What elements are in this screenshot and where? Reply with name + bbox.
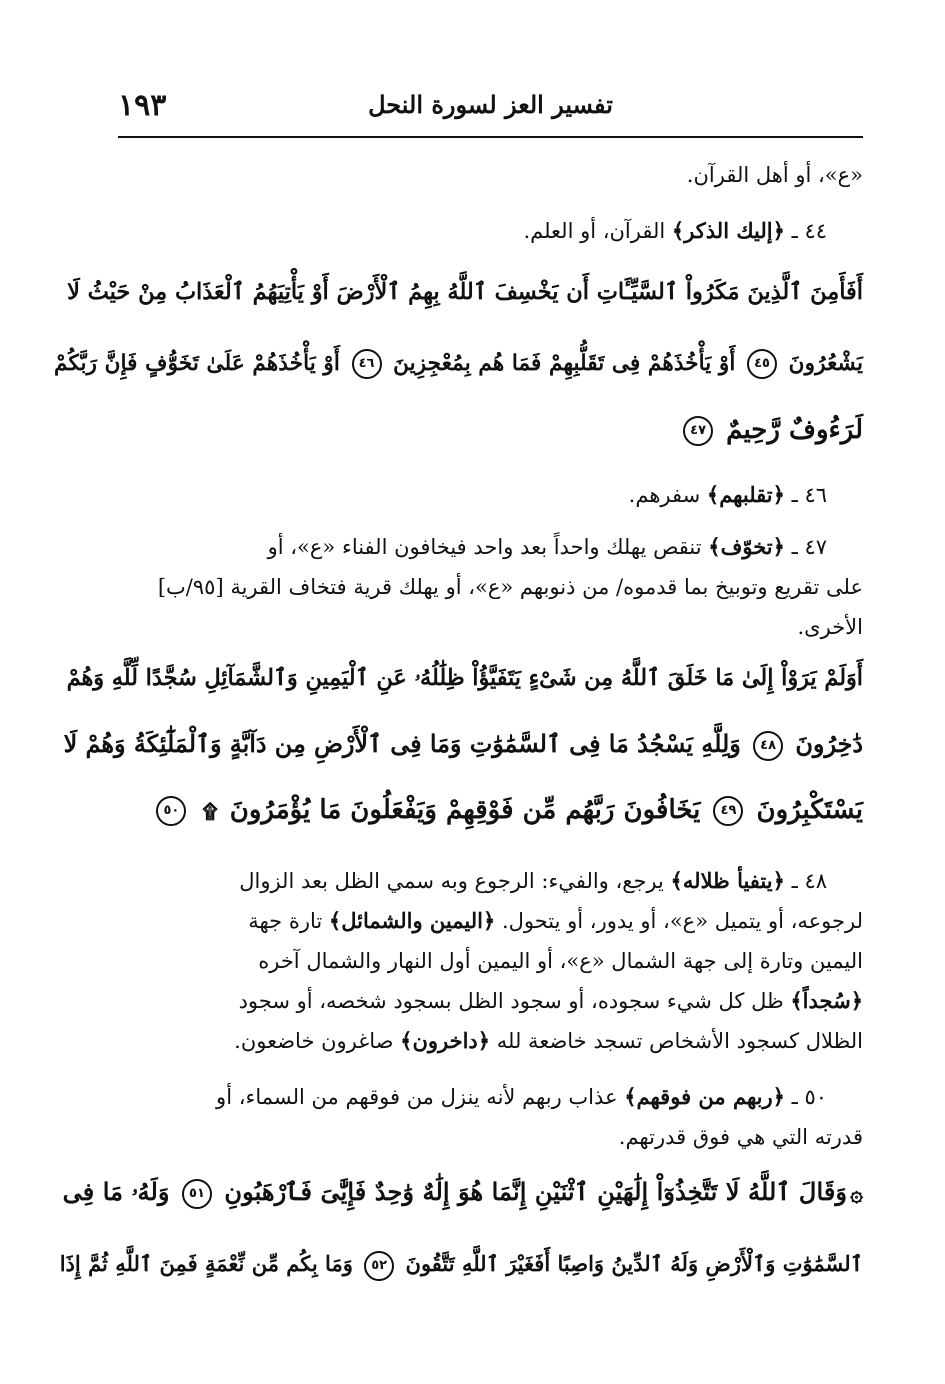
verse-line xyxy=(152,788,863,833)
sajda-mark-icon: ۩ xyxy=(202,799,218,823)
verse-line: أَوَلَمْ يَرَوْاْ إِلَىٰ مَا خَلَقَ ٱللَّهُ مِن شَىْءٍ يَتَفَيَّؤُاْ ظِلَٰلُهُۥ عَنِ ٱلْيَمِينِ وَٱلشَّمَآئِلِ سُجَّدًا لِّلَّهِ وَهُمْ xyxy=(66,665,863,691)
header-rule xyxy=(118,136,863,138)
entry-number: ٥٠ ـ xyxy=(791,1085,827,1109)
quoted-phrase: ﴿ربهم من فوقهم﴾ xyxy=(624,1084,785,1109)
commentary-entry-50 xyxy=(216,1082,827,1112)
verse-number-marker: ٤٨ xyxy=(753,731,783,761)
verse-line xyxy=(60,1242,863,1286)
commentary-text: سفرهم. xyxy=(628,483,707,507)
commentary-line xyxy=(248,906,863,936)
verse-text: وَقَالَ ٱللَّهُ لَا تَتَّخِذُوٓاْ إِلَٰهَيْنِ ٱثْنَيْنِ إِنَّمَا هُوَ إِلَٰهٌ وَٰحِدٌ فَإِيَّٰىَ فَٱرْهَبُونِ xyxy=(224,1177,848,1206)
verse-text: أَوْ يَأْخُذَهُمْ فِى تَقَلُّبِهِمْ فَمَا هُم بِمُعْجِزِينَ xyxy=(393,351,736,376)
commentary-text: يرجع، والفيء: الرجوع وبه سمي الظل بعد الزوال xyxy=(239,869,671,893)
quoted-phrase: ﴿تخوّف﴾ xyxy=(708,534,785,559)
commentary-text: تارة جهة xyxy=(248,909,329,933)
verse-line xyxy=(63,1170,863,1216)
verse-text: يَسْتَكْبِرُونَ xyxy=(756,795,863,825)
verse-text: يَخَافُونَ رَبَّهُم مِّن فَوْقِهِمْ وَيَفْعَلُونَ مَا يُؤْمَرُونَ xyxy=(229,795,701,825)
entry-number: ٤٦ ـ xyxy=(791,483,827,507)
commentary-text: القرآن، أو العلم. xyxy=(523,219,672,243)
quoted-phrase: ﴿داخرون﴾ xyxy=(400,1028,491,1053)
page-header xyxy=(118,88,863,128)
verse-text: دَٰخِرُونَ xyxy=(795,730,863,758)
verse-number-marker: ٤٩ xyxy=(713,796,743,826)
hizb-star-icon: ۞ xyxy=(850,1180,863,1207)
page-number: ١٩٣ xyxy=(118,88,167,123)
commentary-line: الأخرى. xyxy=(797,615,863,639)
quoted-phrase: ﴿اليمين والشمائل﴾ xyxy=(328,908,496,933)
commentary-text: عذاب ربهم لأنه ينزل من فوقهم من السماء، أو xyxy=(216,1085,625,1109)
verse-number-marker: ٥٠ xyxy=(156,796,186,826)
verse-number-marker: ٥١ xyxy=(182,1179,212,1209)
commentary-line: «ع»، أو أهل القرآن. xyxy=(686,163,863,187)
commentary-line: على تقريع وتوبيخ بما قدموه/ من ذنوبهم «ع»، أو يهلك قرية فتخاف القرية [٩٥/ب] xyxy=(157,575,863,599)
verse-line xyxy=(679,408,863,452)
quoted-phrase: ﴿يتفيأ ظلاله﴾ xyxy=(670,868,785,893)
commentary-text: تنقص يهلك واحداً بعد واحد فيخافون الفناء «ع»، أو xyxy=(267,535,709,559)
commentary-entry-46 xyxy=(629,480,827,510)
verse-text: ٱلسَّمَٰوَٰتِ وَٱلْأَرْضِ وَلَهُ ٱلدِّينُ وَاصِبًا أَفَغَيْرَ ٱللَّهِ تَتَّقُونَ xyxy=(405,1251,863,1276)
commentary-text: لرجوعه، أو يتميل «ع»، أو يدور، أو يتحول. xyxy=(495,909,863,933)
verse-text: وَلَهُۥ مَا فِى xyxy=(62,1177,170,1206)
running-title: تفسير العز لسورة النحل xyxy=(368,90,613,119)
commentary-text: الظلال كسجود الأشخاص تسجد خاضعة لله xyxy=(490,1029,863,1053)
verse-line: أَفَأَمِنَ ٱلَّذِينَ مَكَرُواْ ٱلسَّيِّـَٔاتِ أَن يَخْسِفَ ٱللَّهُ بِهِمُ ٱلْأَرْضَ أَوْ يَأْتِيَهُمُ ٱلْعَذَابُ مِنْ حَيْثُ لَا xyxy=(67,279,863,305)
quoted-phrase: ﴿تقلبهم﴾ xyxy=(706,482,785,507)
verse-text: وَمَا بِكُم مِّن نِّعْمَةٍ فَمِنَ ٱللَّهِ ثُمَّ إِذَا xyxy=(59,1251,353,1276)
verse-number-marker: ٥٢ xyxy=(364,1251,394,1281)
commentary-line: اليمين وتارة إلى جهة الشمال «ع»، أو اليمين أول النهار والشمال آخره xyxy=(258,949,863,973)
entry-number: ٤٧ ـ xyxy=(791,535,827,559)
entry-number: ٤٨ ـ xyxy=(791,869,827,893)
quoted-phrase: ﴿سُجداً﴾ xyxy=(790,988,863,1013)
commentary-line xyxy=(239,986,863,1016)
verse-line xyxy=(54,342,863,386)
verse-text: يَشْعُرُونَ xyxy=(788,351,863,376)
verse-number-marker: ٤٥ xyxy=(747,349,777,379)
commentary-entry-48 xyxy=(239,866,827,896)
verse-line xyxy=(64,722,863,766)
entry-number: ٤٤ ـ xyxy=(791,219,827,243)
verse-number-marker: ٤٧ xyxy=(683,416,713,446)
verse-text: لَرَءُوفٌ رَّحِيمٌ xyxy=(726,415,863,445)
commentary-text: ظل كل شيء سجوده، أو سجود الظل بسجود شخصه، أو سجود xyxy=(238,989,791,1013)
verse-number-marker: ٤٦ xyxy=(352,349,382,379)
verse-text: أَوْ يَأْخُذَهُمْ عَلَىٰ تَخَوُّفٍ فَإِنَّ رَبَّكُمْ xyxy=(54,351,340,376)
commentary-entry-47 xyxy=(268,532,827,562)
quoted-phrase: ﴿إليك الذكر﴾ xyxy=(671,218,785,243)
commentary-line xyxy=(234,1026,863,1056)
commentary-text: صاغرون خاضعون. xyxy=(234,1029,401,1053)
commentary-entry-44 xyxy=(523,216,827,246)
verse-text: وَلِلَّهِ يَسْجُدُ مَا فِى ٱلسَّمَٰوَٰتِ وَمَا فِى ٱلْأَرْضِ مِن دَآبَّةٍ وَٱلْمَلَٰٓئِكَةُ وَهُمْ لَا xyxy=(63,730,741,758)
commentary-line: قدرته التي هي فوق قدرتهم. xyxy=(618,1125,863,1149)
